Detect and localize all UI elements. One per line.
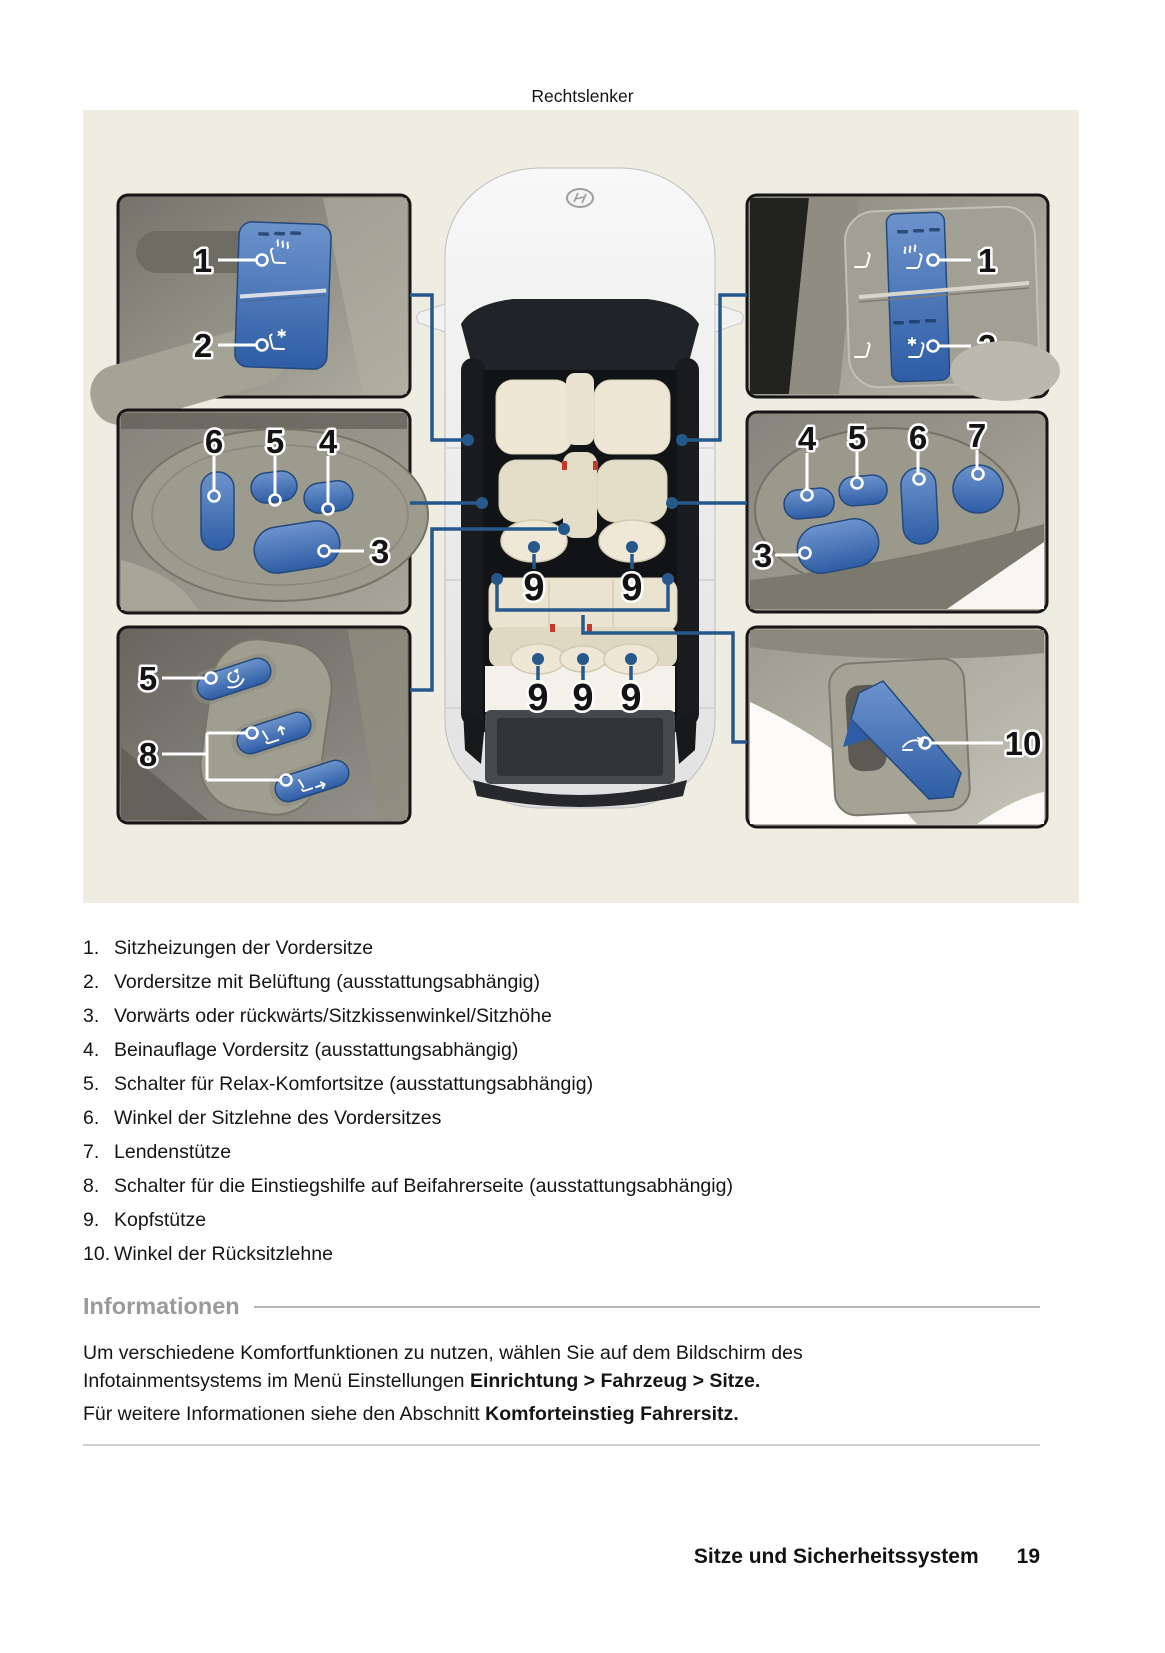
legend-number: 4. bbox=[83, 1038, 100, 1061]
relax-seat-switch bbox=[838, 474, 888, 507]
lumbar-support-switch bbox=[953, 465, 1003, 513]
callout-number-5b: 5 bbox=[138, 660, 158, 697]
callout-number-2: 2 bbox=[193, 327, 213, 364]
callout-number-5: 5 bbox=[265, 423, 285, 460]
informationen-section-header bbox=[83, 1293, 1040, 1320]
inset-seat-side-right bbox=[747, 412, 1047, 612]
legend-number: 1. bbox=[83, 936, 100, 959]
legend-item bbox=[83, 1237, 1033, 1271]
bottom-divider bbox=[83, 1444, 1040, 1446]
inset-front-door-left bbox=[84, 195, 410, 431]
callout-number-9-fr: 9 bbox=[621, 567, 643, 609]
legend-text: Winkel der Sitzlehne des Vordersitzes bbox=[114, 1106, 442, 1129]
hyundai-logo-icon bbox=[567, 189, 593, 207]
callout-number-9-rl: 9 bbox=[527, 677, 549, 719]
legend-number: 7. bbox=[83, 1140, 100, 1163]
inset-walk-in-switches bbox=[118, 627, 410, 823]
legend-item bbox=[83, 1067, 1033, 1101]
seatbelt-buckle bbox=[593, 461, 598, 470]
legend-item bbox=[83, 1203, 1033, 1237]
callout-number-4r: 4 bbox=[797, 420, 817, 457]
seatbelt-buckle bbox=[562, 461, 567, 470]
legend-text: Winkel der Rücksitzlehne bbox=[114, 1242, 333, 1265]
callout-number-10: 10 bbox=[1004, 725, 1042, 762]
info-p1-line1: Um verschiedene Komfortfunktionen zu nutzen, wählen Sie auf dem Bildschirm des bbox=[83, 1342, 803, 1364]
legend-number: 6. bbox=[83, 1106, 100, 1129]
page-footer bbox=[83, 1545, 1040, 1569]
callout-number-1: 1 bbox=[193, 242, 213, 279]
legend-item bbox=[83, 1135, 1033, 1169]
legend-number: 8. bbox=[83, 1174, 100, 1197]
legend-list bbox=[83, 931, 1033, 1271]
heading-rule bbox=[254, 1306, 1040, 1308]
callout-number-6r: 6 bbox=[908, 419, 928, 456]
legend-number: 9. bbox=[83, 1208, 100, 1231]
inset-rear-seatback-lever bbox=[747, 627, 1047, 827]
info-paragraph-2 bbox=[83, 1400, 1023, 1428]
backrest-angle-switch bbox=[900, 467, 939, 545]
figure-seat-controls bbox=[83, 110, 1079, 903]
legend-item bbox=[83, 1033, 1033, 1067]
callout-number-9-rr: 9 bbox=[620, 677, 642, 719]
legend-text: Vorwärts oder rückwärts/Sitzkissenwinkel/Sitzhöhe bbox=[114, 1004, 552, 1027]
callout-number-5r: 5 bbox=[847, 419, 867, 456]
legend-text: Beinauflage Vordersitz (ausstattungsabhängig) bbox=[114, 1038, 519, 1061]
legend-text: Vordersitze mit Belüftung (ausstattungsabhängig) bbox=[114, 970, 541, 993]
callout-number-8: 8 bbox=[138, 736, 158, 773]
legend-text: Sitzheizungen der Vordersitze bbox=[114, 936, 374, 959]
callout-number-6: 6 bbox=[204, 423, 224, 460]
legend-item bbox=[83, 999, 1033, 1033]
cargo-mat bbox=[497, 718, 663, 776]
info-p2-section-ref: Komforteinstieg Fahrersitz. bbox=[485, 1403, 739, 1425]
callout-number-9-fl: 9 bbox=[523, 567, 545, 609]
legend-number: 10. bbox=[83, 1242, 111, 1265]
seat-climate-touch-pad bbox=[234, 221, 331, 369]
callout-number-9-rc: 9 bbox=[572, 677, 594, 719]
info-p1-menu-path: Einrichtung > Fahrzeug > Sitze. bbox=[469, 1370, 761, 1392]
legend-text: Lendenstütze bbox=[114, 1140, 232, 1163]
footer-page-number: 19 bbox=[1016, 1545, 1040, 1568]
front-left-seat bbox=[496, 380, 572, 562]
informationen-heading: Informationen bbox=[83, 1293, 240, 1319]
legend-number: 5. bbox=[83, 1072, 100, 1095]
legend-item bbox=[83, 1169, 1033, 1203]
right-window-band bbox=[675, 358, 699, 726]
center-console bbox=[566, 373, 594, 445]
info-p2-text: Für weitere Informationen siehe den Abschnitt bbox=[83, 1403, 486, 1425]
leg-rest-switch bbox=[783, 487, 835, 520]
callout-number-1r: 1 bbox=[977, 242, 997, 279]
info-paragraph-1 bbox=[83, 1339, 1023, 1395]
legend-item bbox=[83, 965, 1033, 999]
legend-text: Schalter für Relax-Komfortsitze (ausstattungsabhängig) bbox=[114, 1072, 594, 1095]
legend-item bbox=[83, 1101, 1033, 1135]
page-header: Rechtslenker bbox=[531, 86, 634, 106]
callout-number-4: 4 bbox=[318, 423, 338, 460]
left-window-band bbox=[461, 358, 485, 726]
callout-number-7: 7 bbox=[967, 417, 987, 454]
legend-item bbox=[83, 931, 1033, 965]
inset-seat-side-left bbox=[118, 410, 428, 613]
inset-front-door-right bbox=[747, 195, 1060, 401]
backrest-angle-switch bbox=[201, 472, 234, 550]
legend-number: 3. bbox=[83, 1004, 100, 1027]
callout-number-3: 3 bbox=[370, 533, 390, 570]
info-p1-line2: Infotainmentsystems im Menü Einstellungen bbox=[83, 1370, 470, 1392]
front-right-seat bbox=[594, 380, 670, 562]
legend-text: Kopfstütze bbox=[114, 1208, 207, 1231]
callout-number-3r: 3 bbox=[753, 537, 773, 574]
legend-text: Schalter für die Einstiegshilfe auf Beifahrerseite (ausstattungsabhängig) bbox=[114, 1174, 733, 1197]
legend-number: 2. bbox=[83, 970, 100, 993]
footer-section-title: Sitze und Sicherheitssystem bbox=[693, 1545, 979, 1568]
door-grab-handle bbox=[950, 341, 1060, 401]
